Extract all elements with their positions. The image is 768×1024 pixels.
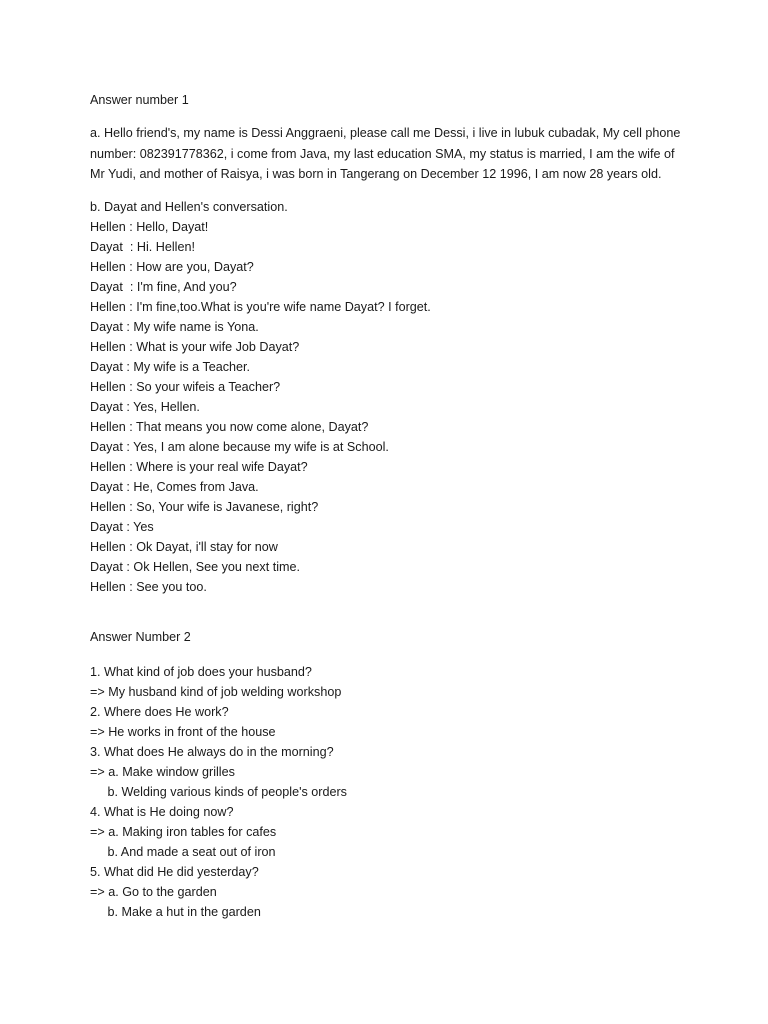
qa-line: => My husband kind of job welding workshop <box>90 685 342 699</box>
conversation-line: Hellen : See you too. <box>90 580 207 594</box>
conversation-line: Hellen : How are you, Dayat? <box>90 260 254 274</box>
conversation-line: Hellen : Where is your real wife Dayat? <box>90 460 308 474</box>
conversation-line: Dayat : Yes, I am alone because my wife is at School. <box>90 440 389 454</box>
conversation-line: Dayat : Yes <box>90 520 154 534</box>
answer-2-heading: Answer Number 2 <box>90 630 191 644</box>
conversation-line: Dayat : I'm fine, And you? <box>90 280 237 294</box>
qa-line: b. And made a seat out of iron <box>90 845 276 859</box>
conversation-line: Dayat : Yes, Hellen. <box>90 400 200 414</box>
qa-line: b. Make a hut in the garden <box>90 905 261 919</box>
answer-1-conversation <box>90 197 431 597</box>
conversation-line: Hellen : Hello, Dayat! <box>90 220 209 234</box>
qa-line: => a. Making iron tables for cafes <box>90 825 277 839</box>
qa-line: => a. Go to the garden <box>90 885 217 899</box>
qa-line: 3. What does He always do in the morning? <box>90 745 334 759</box>
qa-line: b. Welding various kinds of people's orders <box>90 785 347 799</box>
qa-line: 2. Where does He work? <box>90 705 229 719</box>
conversation-line: b. Dayat and Hellen's conversation. <box>90 200 288 214</box>
answer-1-heading: Answer number 1 <box>90 93 189 107</box>
conversation-line: Dayat : My wife is a Teacher. <box>90 360 251 374</box>
qa-line: => He works in front of the house <box>90 725 276 739</box>
conversation-line: Dayat : My wife name is Yona. <box>90 320 259 334</box>
conversation-line: Dayat : Hi. Hellen! <box>90 240 195 254</box>
conversation-line: Hellen : So your wifeis a Teacher? <box>90 380 281 394</box>
conversation-line: Hellen : Ok Dayat, i'll stay for now <box>90 540 278 554</box>
qa-line: => a. Make window grilles <box>90 765 235 779</box>
conversation-line: Hellen : What is your wife Job Dayat? <box>90 340 300 354</box>
conversation-line: Hellen : That means you now come alone, Dayat? <box>90 420 369 434</box>
conversation-line: Hellen : So, Your wife is Javanese, right? <box>90 500 319 514</box>
answer-2-questions <box>90 662 347 922</box>
qa-line: 1. What kind of job does your husband? <box>90 665 312 679</box>
conversation-line: Dayat : He, Comes from Java. <box>90 480 259 494</box>
qa-line: 5. What did He did yesterday? <box>90 865 259 879</box>
conversation-line: Hellen : I'm fine,too.What is you're wife name Dayat? I forget. <box>90 300 431 314</box>
qa-line: 4. What is He doing now? <box>90 805 234 819</box>
conversation-line: Dayat : Ok Hellen, See you next time. <box>90 560 300 574</box>
answer-1-part-a-paragraph: a. Hello friend's, my name is Dessi Anggraeni, please call me Dessi, i live in lubuk cubadak, My cell phone number: 082391778362, i come from Java, my last education SMA, my status is married, I am the wife of Mr Yudi, and mother of Raisya, i was born in Tangerang on December 12 1996, I am now 28 years old. <box>90 126 681 181</box>
